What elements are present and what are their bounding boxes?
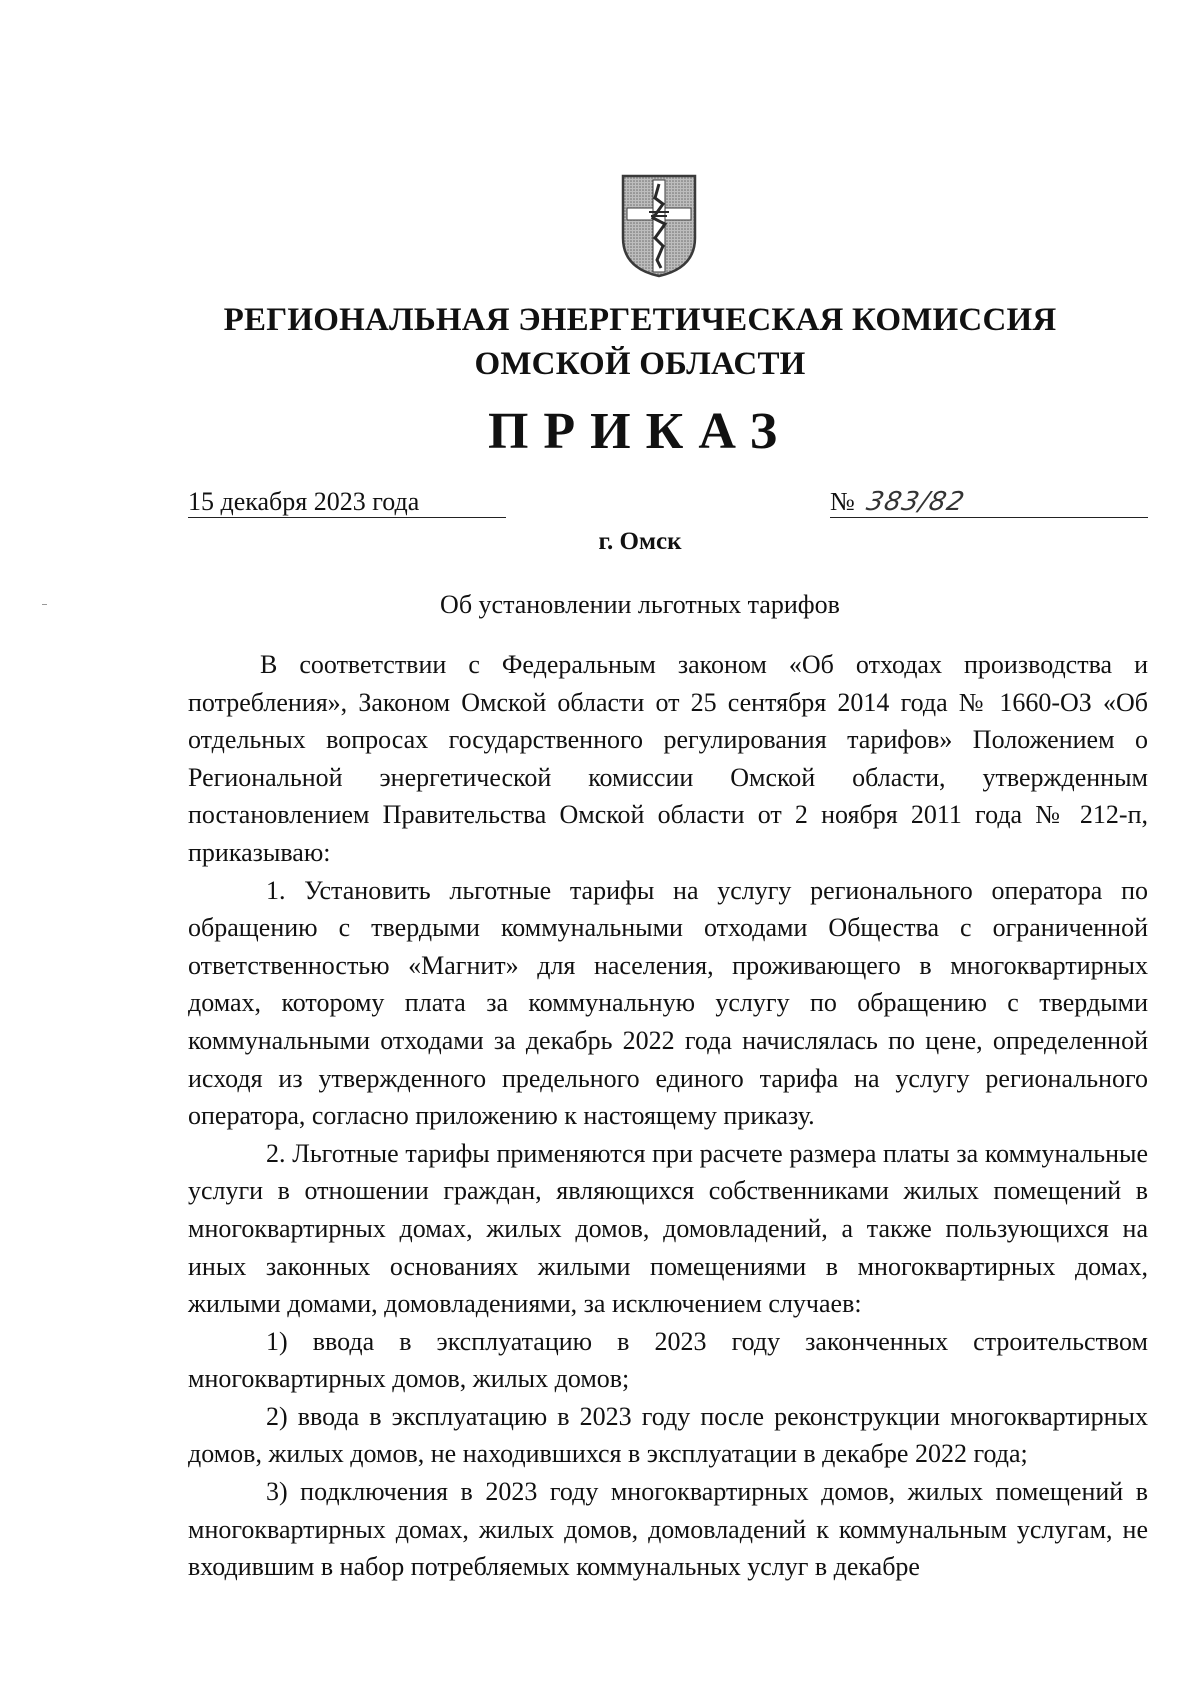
document-city: г. Омск bbox=[598, 528, 682, 555]
item-2-paragraph: 2. Льготные тарифы применяются при расчете размера платы за коммунальные услуги в отношении граждан, являющихся собственниками жилых помещений в многоквартирных домах, жилых домов, домовладений, а также пользующихся на иных законных основаниях жилыми помещениями в многоквартирных домах, жилыми домами, домовладениями, за исключением случаев: bbox=[188, 1138, 1148, 1319]
item-1-paragraph: 1. Установить льготные тарифы на услугу регионального оператора по обращению с твердыми коммунальными отходами Общества с ограниченной ответственностью «Магнит» для населения, проживающего в многоквартирных домах, которому плата за коммунальную услугу по обращению с твердыми коммунальными отходами за декабрь 2022 года начислялась по цене, определенной исходя из утвержденного предельного единого тарифа на услугу регионального оператора, согласно приложению к настоящему приказу. bbox=[188, 875, 1148, 1131]
document-type-title: ПРИКАЗ bbox=[487, 403, 793, 460]
subitem-1-paragraph: 1) ввода в эксплуатацию в 2023 году законченных строительством многоквартирных домов, жилых домов; bbox=[188, 1326, 1148, 1394]
number-sign: № bbox=[830, 487, 855, 516]
document-number bbox=[830, 487, 1148, 518]
margin-mark bbox=[42, 604, 47, 605]
subitem-2-paragraph: 2) ввода в эксплуатацию в 2023 году после реконструкции многоквартирных домов, жилых домов, не находившихся в эксплуатации в декабре 2022 года; bbox=[188, 1401, 1148, 1469]
coat-of-arms-icon bbox=[615, 168, 703, 280]
organization-name-line1: РЕГИОНАЛЬНАЯ ЭНЕРГЕТИЧЕСКАЯ КОМИССИЯ bbox=[223, 302, 1057, 338]
preamble-paragraph: В соответствии с Федеральным законом «Об отходах производства и потребления», Законом Омской области от 25 сентября 2014 года № 1660-ОЗ «Об отдельных вопросах государственного регулирования тарифов» Положением о Региональной энергетической комиссии Омской области, утвержденным постановлением Правительства Омской области от 2 ноября 2011 года № 212-п, приказываю: bbox=[188, 650, 1148, 867]
document-date: 15 декабря 2023 года bbox=[188, 487, 506, 518]
handwritten-number: 383/82 bbox=[863, 487, 968, 517]
subitem-3-paragraph: 3) подключения в 2023 году многоквартирных домов, жилых помещений в многоквартирных домах, жилых домов, домовладений к коммунальным услугам, не входившим в набор потребляемых коммунальных услуг в декабре bbox=[188, 1477, 1148, 1582]
document-body bbox=[188, 646, 1148, 1586]
document-subject: Об установлении льготных тарифов bbox=[440, 590, 840, 619]
organization-name-line2: ОМСКОЙ ОБЛАСТИ bbox=[474, 346, 806, 382]
